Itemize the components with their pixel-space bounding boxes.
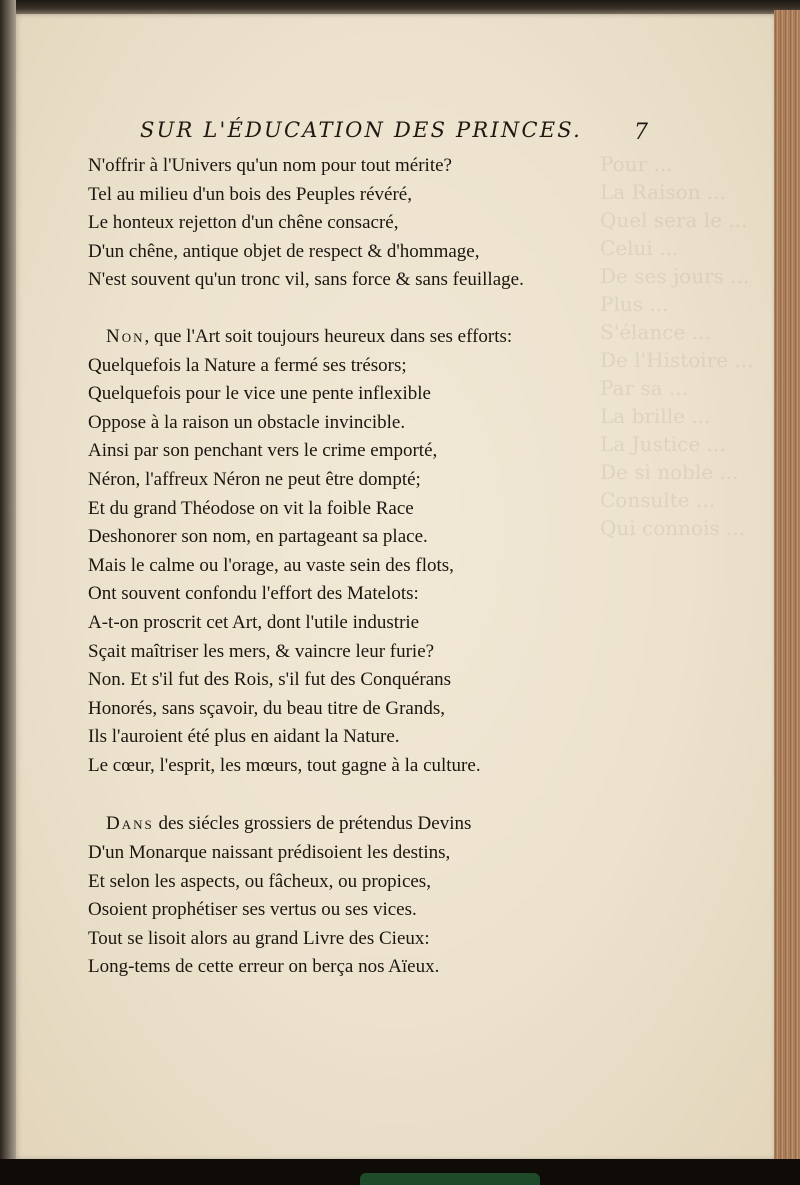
page-number: 7 — [634, 120, 648, 145]
page-stack-edge — [774, 10, 800, 1160]
verse-line: D'un chêne, antique objet de respect & d'hommage, — [88, 240, 480, 262]
verse-line: Quelquefois pour le vice une pente inflexible — [88, 383, 431, 405]
running-head: SUR L'ÉDUCATION DES PRINCES. — [140, 118, 582, 142]
verse-line: N'offrir à l'Univers qu'un nom pour tout mérite? — [88, 155, 452, 176]
verse-line: N'est souvent qu'un tronc vil, sans force & sans feuillage. — [88, 269, 524, 291]
verse-line: Tout se lisoit alors au grand Livre des Cieux: — [88, 927, 430, 949]
verse-line: Sçait maîtriser les mers, & vaincre leur furie? — [88, 640, 435, 662]
stanza-opening-line — [88, 810, 648, 839]
verse-line: Quelquefois la Nature a fermé ses trésors; — [88, 354, 407, 376]
opening-line-rest: des siécles grossiers de prétendus Devins — [153, 813, 472, 835]
poem-text — [88, 152, 648, 982]
verse-line: Ont souvent confondu l'effort des Matelots: — [88, 583, 419, 605]
stanza-3 — [88, 810, 648, 982]
verse-line: Non. Et s'il fut des Rois, s'il fut des Conquérans — [88, 669, 452, 691]
stanza-break — [88, 780, 648, 810]
verse-line: Ils l'auroient été plus en aidant la Nature. — [88, 726, 400, 748]
verse-line: Et selon les aspects, ou fâcheux, ou propices, — [88, 870, 431, 892]
verse-line: Le cœur, l'esprit, les mœurs, tout gagne à la culture. — [88, 754, 481, 776]
stanza-break — [88, 295, 648, 323]
page-gutter-edge — [0, 0, 16, 1185]
verse-line: Néron, l'affreux Néron ne peut être dompté; — [88, 468, 421, 490]
scan-top-edge — [0, 0, 800, 14]
stanza-opening-line — [88, 323, 648, 352]
verse-line: Et du grand Théodose on vit la foible Race — [88, 497, 414, 519]
verse-line: A-t-on proscrit cet Art, dont l'utile industrie — [88, 611, 420, 633]
stanza-1 — [88, 152, 648, 295]
verse-line: Honorés, sans sçavoir, du beau titre de Grands, — [88, 697, 445, 719]
opening-small-caps-word: Non — [106, 325, 145, 347]
verse-line: Le honteux rejetton d'un chêne consacré, — [88, 212, 399, 234]
scan-bottom-cloth — [360, 1173, 540, 1185]
verse-line: Deshonorer son nom, en partageant sa place. — [88, 526, 428, 548]
verse-line: Long-tems de cette erreur on berça nos Aïeux. — [88, 956, 440, 978]
opening-line-rest: , que l'Art soit toujours heureux dans ses efforts: — [144, 325, 513, 347]
verse-line: Osoient prophétiser ses vertus ou ses vices. — [88, 899, 417, 921]
verse-line: Tel au milieu d'un bois des Peuples révéré, — [88, 183, 412, 205]
stanza-2 — [88, 323, 648, 781]
verse-line: Oppose à la raison un obstacle invincible. — [88, 411, 406, 433]
verse-line: Mais le calme ou l'orage, au vaste sein des flots, — [88, 554, 454, 576]
verse-line: D'un Monarque naissant prédisoient les destins, — [88, 842, 451, 864]
opening-small-caps-word: Dans — [106, 813, 154, 835]
verse-line: Ainsi par son penchant vers le crime emporté, — [88, 440, 438, 462]
